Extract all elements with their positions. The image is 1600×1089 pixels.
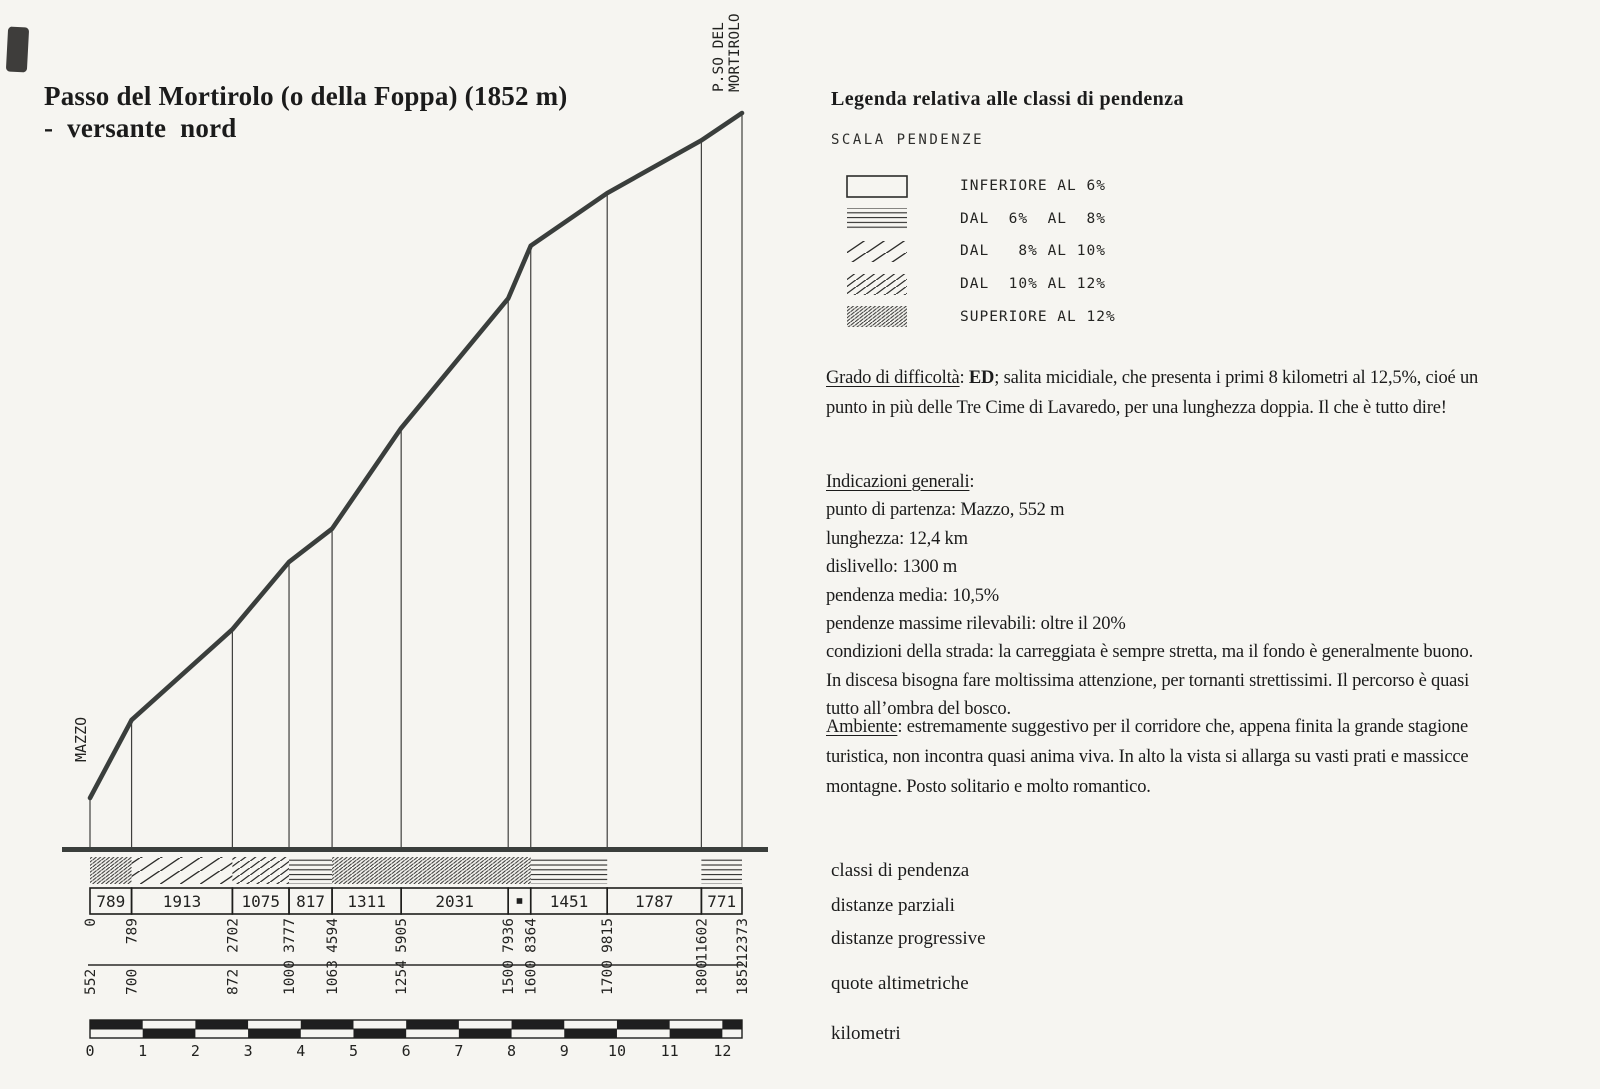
km-bar-segment: [512, 1020, 565, 1029]
altitude-value: 1000: [282, 960, 299, 995]
legend-item-label: INFERIORE AL 6%: [960, 178, 1106, 195]
row-label-classi-di-pendenza: classi di pendenza: [831, 860, 970, 881]
gradient-band-segment: [508, 857, 531, 884]
general-info-line: punto di partenza: Mazzo, 552 m: [826, 500, 1065, 521]
gradient-band-segment: [332, 857, 401, 884]
km-tick-label: 9: [559, 1042, 569, 1060]
gradient-swatch-6-8-icon: [846, 207, 908, 230]
summit-label-line2: MORTIROLO: [727, 13, 743, 92]
km-bar-segment: [406, 1020, 459, 1029]
km-tick-label: 6: [401, 1042, 411, 1060]
legend-item: [846, 235, 1116, 268]
legend-item: [846, 300, 1116, 333]
km-bar-segment: [195, 1020, 248, 1029]
km-bar-segment: [564, 1029, 617, 1038]
km-tick-label: 4: [296, 1042, 306, 1060]
altitude-value: 1500: [501, 960, 518, 995]
base-line: [62, 847, 768, 852]
progressive-distance-value: 2702: [225, 918, 242, 953]
progressive-distance-value: 11602: [694, 918, 711, 962]
row-label-distanze-parziali: distanze parziali: [831, 895, 955, 916]
legend-item-label: SUPERIORE AL 12%: [960, 308, 1116, 325]
chart-title-line1: Passo del Mortirolo (o della Foppa) (1852 m): [44, 81, 568, 111]
swatch-fill: [847, 176, 907, 197]
chart-title-line2: - versante nord: [44, 113, 237, 143]
partial-distance-dot: [517, 898, 523, 904]
altitude-value: 1700: [600, 960, 617, 995]
partial-distance-value: 2031: [435, 892, 474, 911]
gradient-band-segment: [90, 857, 132, 884]
legend-item: [846, 268, 1116, 301]
swatch-fill: [847, 208, 907, 229]
km-bar-segment: [617, 1020, 670, 1029]
gradient-band-segment: [531, 857, 607, 884]
legend-item: [846, 170, 1116, 203]
gradient-legend: [846, 170, 1116, 333]
general-info-line: dislivello: 1300 m: [826, 557, 958, 578]
progressive-distance-value: 12373: [735, 918, 751, 962]
gradient-band-segment: [132, 857, 233, 884]
km-tick-label: 10: [607, 1042, 626, 1060]
environment-line1: Ambiente: estremamente suggestivo per il corridore che, appena finita la grande stagione: [826, 717, 1469, 737]
km-tick-label: 0: [85, 1042, 95, 1060]
km-tick-label: 1: [138, 1042, 148, 1060]
summit-label-line1: P.SO DEL: [711, 22, 727, 92]
legend-title: Legenda relativa alle classi di pendenza: [831, 88, 1184, 110]
progressive-distance-value: 3777: [282, 918, 299, 953]
swatch-fill: [847, 306, 907, 327]
legend-subtitle: SCALA PENDENZE: [831, 132, 985, 148]
gradient-band-segment: [401, 857, 508, 884]
legend-item: [846, 203, 1116, 236]
partial-distance-value: 1075: [241, 892, 280, 911]
km-bar-segment: [143, 1029, 196, 1038]
progressive-distance-value: 8364: [523, 918, 540, 953]
legend-item-label: DAL 8% AL 10%: [960, 243, 1106, 260]
gradient-swatch-sup12-icon: [846, 305, 908, 328]
km-bar-segment: [670, 1029, 723, 1038]
km-bar-segment: [301, 1020, 354, 1029]
km-bar-segment: [722, 1020, 742, 1029]
progressive-distance-value: 4594: [325, 918, 342, 953]
general-info-heading: Indicazioni generali:: [826, 472, 975, 492]
difficulty-line1: Grado di difficoltà: ED; salita micidiale, che presenta i primi 8 kilometri al 12,5%, cioé un: [826, 368, 1479, 388]
row-label-distanze-progressive: distanze progressive: [831, 928, 986, 949]
environment-section: [826, 712, 1468, 802]
gradient-band-segment: [232, 857, 289, 884]
altitude-value: 700: [124, 968, 141, 995]
environment-line: montagne. Posto solitario e molto romantico.: [826, 777, 1151, 797]
km-tick-label: 5: [348, 1042, 358, 1060]
row-label-kilometri: kilometri: [831, 1023, 901, 1044]
partial-distance-value: 817: [296, 892, 326, 911]
gradient-band-segment: [289, 857, 332, 884]
gradient-band-segment: [701, 857, 742, 884]
swatch-fill: [847, 274, 907, 295]
partial-distance-value: 1451: [549, 892, 589, 911]
general-info-line: In discesa bisogna fare moltissima attenzione, per tornanti strettissimi. Il percorso è quasi: [826, 670, 1470, 691]
general-info-line: condizioni della strada: la carreggiata è sempre stretta, ma il fondo è generalmente buono.: [826, 642, 1474, 663]
progressive-distance-value: 9815: [600, 918, 617, 953]
progressive-distance-value: 789: [124, 918, 141, 945]
km-bar-segment: [90, 1020, 143, 1029]
km-tick-label: 7: [454, 1042, 464, 1060]
altitude-value: 1600: [523, 960, 540, 995]
gradient-swatch-inf6-icon: [846, 175, 908, 198]
km-tick-label: 11: [660, 1042, 679, 1060]
general-info-line: pendenza media: 10,5%: [826, 585, 1000, 606]
progressive-distance-value: 7936: [501, 918, 518, 953]
km-tick-label: 8: [507, 1042, 517, 1060]
partial-distance-value: 1311: [347, 892, 386, 911]
km-tick-label: 2: [190, 1042, 200, 1060]
km-tick-label: 3: [243, 1042, 253, 1060]
partial-distance-value: 1913: [162, 892, 202, 911]
altitude-value: 1800: [694, 960, 711, 995]
gradient-swatch-10-12-icon: [846, 273, 908, 296]
altitude-value: 872: [225, 968, 242, 995]
partial-distance-value: 1787: [635, 892, 674, 911]
climb-profile-line: [90, 113, 742, 798]
legend-item-label: DAL 6% AL 8%: [960, 210, 1106, 227]
difficulty-section: [826, 363, 1478, 423]
partial-distance-value: 771: [707, 892, 737, 911]
progressive-distance-value: 5905: [394, 918, 411, 953]
gradient-swatch-8-10-icon: [846, 240, 908, 263]
altitude-value: 1254: [394, 960, 411, 995]
km-bar-segment: [459, 1029, 512, 1038]
row-label-quote-altimetriche: quote altimetriche: [831, 973, 969, 994]
start-point-label: MAZZO: [72, 716, 90, 762]
altitude-value: 1063: [325, 960, 342, 995]
legend-item-label: DAL 10% AL 12%: [960, 276, 1106, 293]
partial-distance-value: 789: [96, 892, 126, 911]
km-tick-label: 12: [713, 1042, 732, 1060]
general-info-section: [826, 468, 1473, 724]
altitude-value: 1852: [735, 960, 751, 995]
difficulty-line2: punto in più delle Tre Cime di Lavaredo, per una lunghezza doppia. Il che è tutto dire!: [826, 398, 1447, 418]
general-info-line: pendenze massime rilevabili: oltre il 20%: [826, 614, 1126, 635]
environment-line: turistica, non incontra quasi anima viva. In alto la vista si allarga su vasti prati e massicce: [826, 747, 1469, 767]
general-info-line: tutto all’ombra del bosco.: [826, 699, 1011, 720]
altitude-value: 552: [83, 968, 99, 995]
general-info-line: lunghezza: 12,4 km: [826, 528, 968, 549]
km-bar-segment: [353, 1029, 406, 1038]
swatch-fill: [847, 241, 907, 262]
km-bar-segment: [248, 1029, 301, 1038]
progressive-distance-value: 0: [83, 918, 99, 927]
